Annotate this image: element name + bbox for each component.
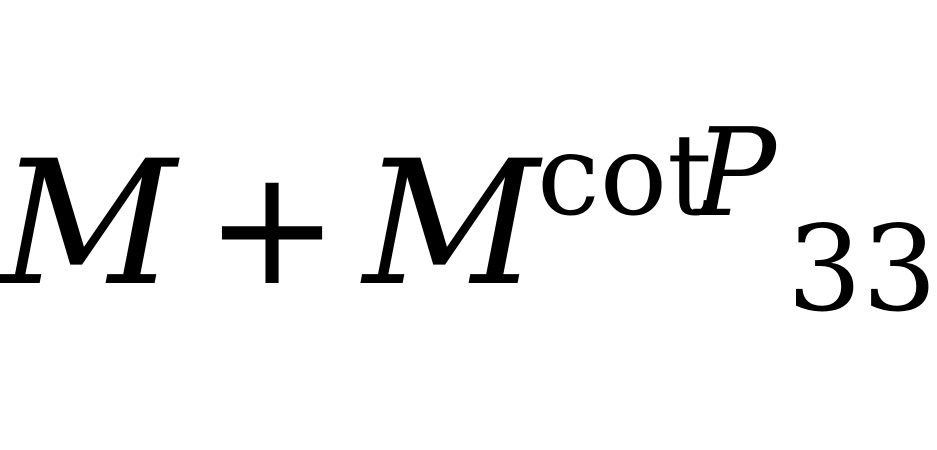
second-m-symbol: M bbox=[363, 123, 540, 324]
plus-operator: + bbox=[205, 134, 340, 321]
cotangent-function: cot bbox=[537, 111, 713, 241]
subscript-thirty-three: 33 bbox=[787, 200, 937, 338]
first-m-symbol: M bbox=[0, 123, 177, 324]
superscript-p-variable: P bbox=[694, 102, 777, 244]
